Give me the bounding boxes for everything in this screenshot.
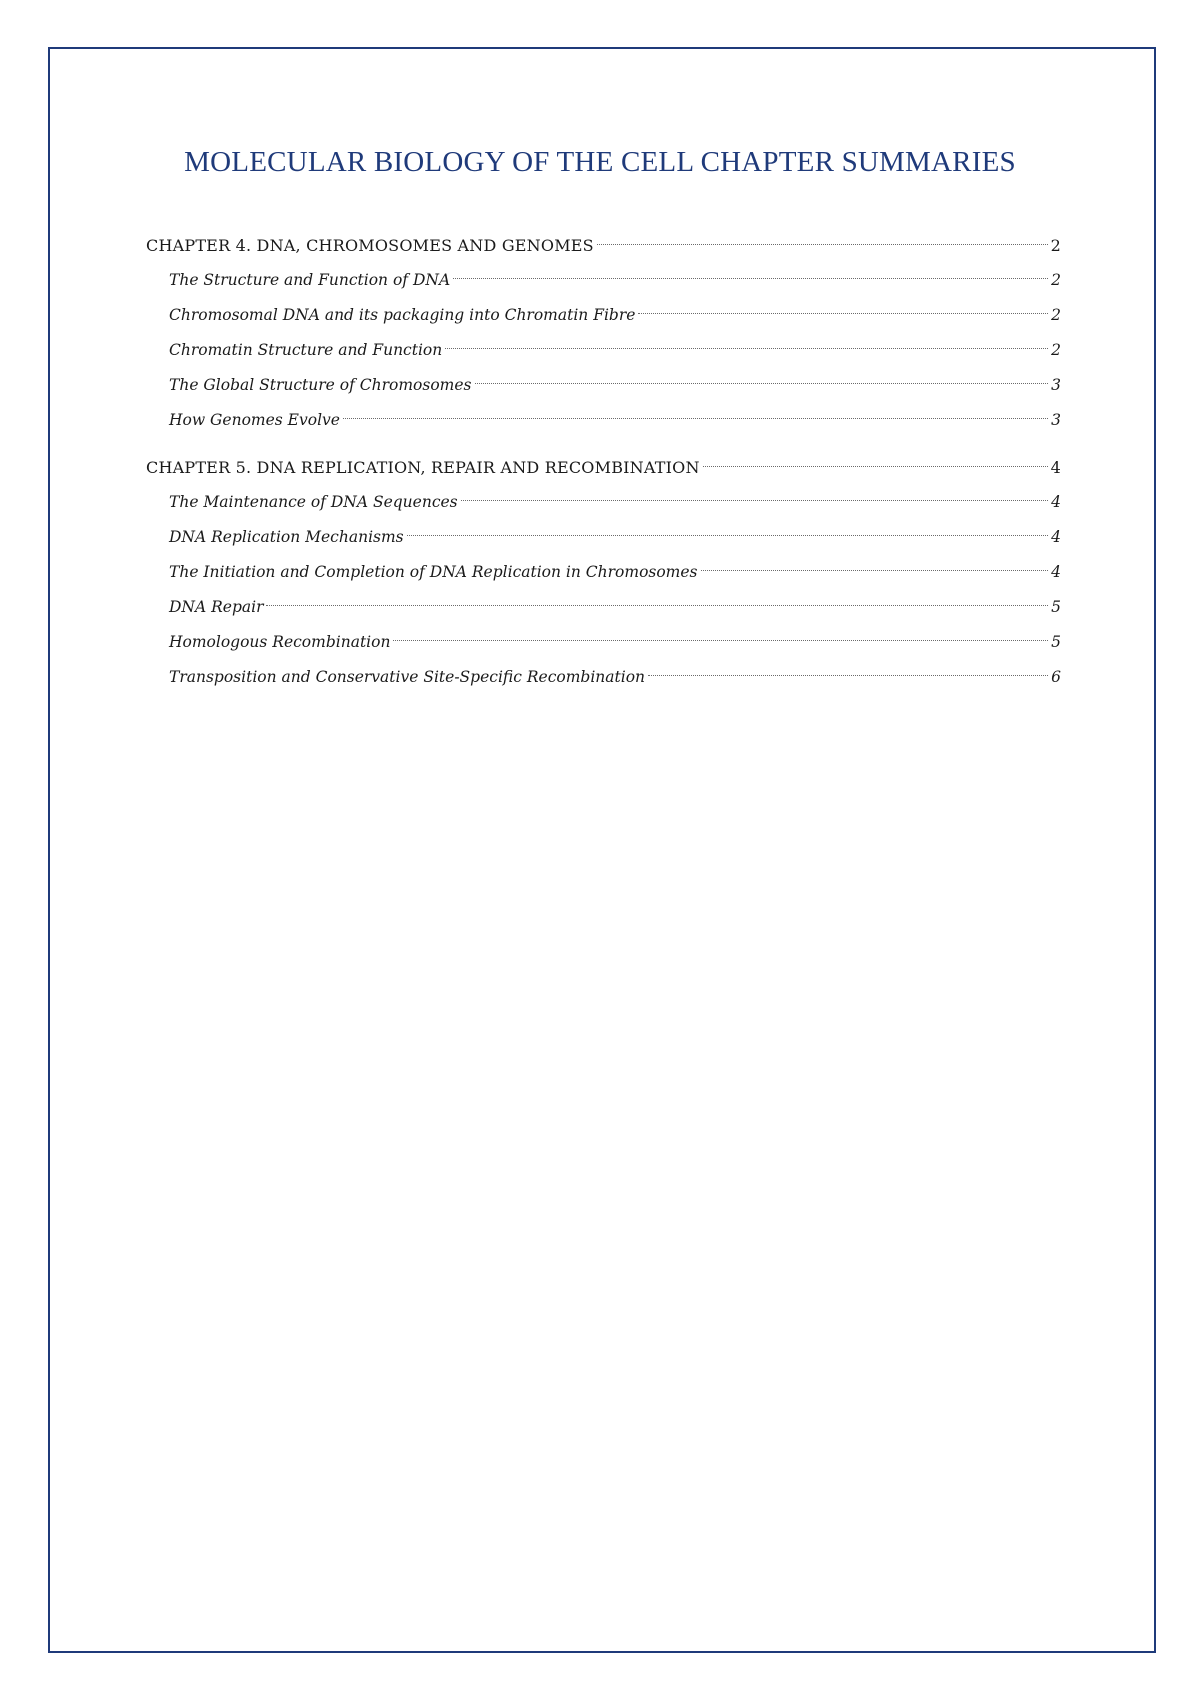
toc-leader-dots [266,605,1048,606]
toc-page-number: 3 [1051,411,1061,429]
toc-section-label: The Structure and Function of DNA [169,271,451,289]
toc-page-number: 2 [1050,236,1061,255]
toc-section-maintenance-dna-sequences[interactable] [146,485,1061,520]
toc-leader-dots [445,348,1048,349]
toc-chapter-5[interactable] [146,450,1061,485]
toc-page-number: 4 [1051,493,1061,511]
toc-chapter-4[interactable] [146,228,1061,263]
toc-section-global-structure-chromosomes[interactable] [146,368,1061,403]
toc-chapter-label: CHAPTER 4. DNA, CHROMOSOMES AND GENOMES [146,236,594,255]
toc-section-label: Homologous Recombination [169,633,391,651]
toc-section-homologous-recombination[interactable] [146,625,1061,660]
toc-section-label: DNA Repair [169,598,264,616]
toc-leader-dots [453,278,1048,279]
toc-leader-dots [703,466,1048,467]
toc-section-label: The Maintenance of DNA Sequences [169,493,458,511]
toc-leader-dots [638,313,1048,314]
toc-section-chromosomal-dna-packaging[interactable] [146,298,1061,333]
toc-page-number: 5 [1051,633,1061,651]
toc-page-number: 4 [1050,458,1061,477]
toc-section-chromatin-structure-function[interactable] [146,333,1061,368]
toc-section-dna-replication-mechanisms[interactable] [146,520,1061,555]
toc-page-number: 3 [1051,376,1061,394]
toc-page-number: 2 [1051,271,1061,289]
toc-section-dna-repair[interactable] [146,590,1061,625]
toc-leader-dots [597,244,1048,245]
toc-section-how-genomes-evolve[interactable] [146,403,1061,438]
toc-page-number: 6 [1051,668,1061,686]
toc-section-label: The Initiation and Completion of DNA Replication in Chromosomes [169,563,698,581]
toc-leader-dots [461,500,1048,501]
toc-leader-dots [475,383,1049,384]
table-of-contents [146,228,1061,695]
toc-section-transposition-site-specific[interactable] [146,660,1061,695]
toc-section-label: Chromosomal DNA and its packaging into Chromatin Fibre [169,306,636,324]
toc-page-number: 5 [1051,598,1061,616]
toc-leader-dots [393,640,1048,641]
toc-section-label: DNA Replication Mechanisms [169,528,404,546]
toc-leader-dots [343,418,1048,419]
toc-page-number: 4 [1051,563,1061,581]
toc-leader-dots [648,675,1048,676]
toc-section-structure-function-dna[interactable] [146,263,1061,298]
toc-page-number: 4 [1051,528,1061,546]
toc-section-initiation-completion-replication[interactable] [146,555,1061,590]
toc-chapter-label: CHAPTER 5. DNA REPLICATION, REPAIR AND RECOMBINATION [146,458,700,477]
toc-section-label: How Genomes Evolve [169,411,340,429]
toc-section-label: Chromatin Structure and Function [169,341,443,359]
toc-page-number: 2 [1051,341,1061,359]
toc-section-label: The Global Structure of Chromosomes [169,376,472,394]
toc-section-label: Transposition and Conservative Site-Specific Recombination [169,668,646,686]
toc-leader-dots [407,535,1048,536]
document-title: MOLECULAR BIOLOGY OF THE CELL CHAPTER SUMMARIES [184,146,1016,178]
toc-page-number: 2 [1051,306,1061,324]
toc-leader-dots [701,570,1049,571]
